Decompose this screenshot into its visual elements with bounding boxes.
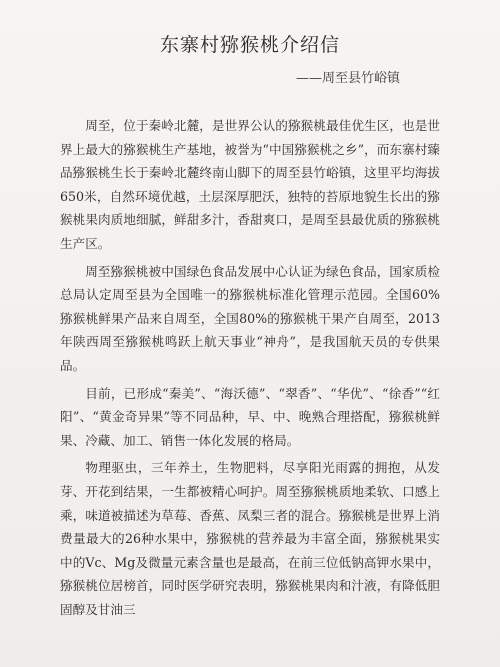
letter-body [60, 114, 440, 621]
paragraph-3: 目前，已形成“秦美”、“海沃德”、“翠香”、“华优”、“徐香”“红阳”、“黄金奇异果”等不同品种，早、中、晚熟合理搭配，猕猴桃鲜果、冷藏、加工、销售一体化发展的格局。 [60, 385, 440, 448]
letter-subtitle: ——周至县竹峪镇 [295, 71, 400, 86]
paragraph-2: 周至猕猴桃被中国绿色食品发展中心认证为绿色食品，国家质检总局认定周至县为全国唯一的猕猴桃标准化管理示范园。全国60%猕猴桃鲜果产品来自周至，全国80%的猕猴桃干果产自周至，2013年陕西周至猕猴桃鸣跃上航天事业“神舟”，是我国航天员的专供果品。 [60, 263, 440, 373]
paragraph-4: 物理驱虫，三年养土，生物肥料，尽享阳光雨露的拥抱，从发芽、开花到结果，一生都被精心呵护。周至猕猴桃质地柔软、口感上乘，味道被描述为草莓、香蕉、凤梨三者的混合。猕猴桃是世界上消费量最大的26种水果中，猕猴桃的营养最为丰富全面，猕猴桃果实中的Vc、Mg及微量元素含量也是最高，在前三位低钠高钾水果中，猕猴桃位居榜首，同时医学研究表明，猕猴桃果肉和汁液，有降低胆固醇及甘油三 [60, 460, 440, 617]
letter-title: 东寨村猕猴桃介绍信 [159, 34, 340, 56]
paragraph-1: 周至，位于秦岭北麓，是世界公认的猕猴桃最佳优生区，也是世界上最大的猕猴桃生产基地，被誉为“中国猕猴桃之乡”，而东寨村臻品猕猴桃生长于秦岭北麓终南山脚下的周至县竹峪镇，这里平均海拔650米，自然环境优越，土层深厚肥沃，独特的苔原地貌生长出的猕猴桃果肉质地细腻，鲜甜多汁，香甜爽口，是周至县最优质的猕猴桃生产区。 [60, 118, 440, 251]
